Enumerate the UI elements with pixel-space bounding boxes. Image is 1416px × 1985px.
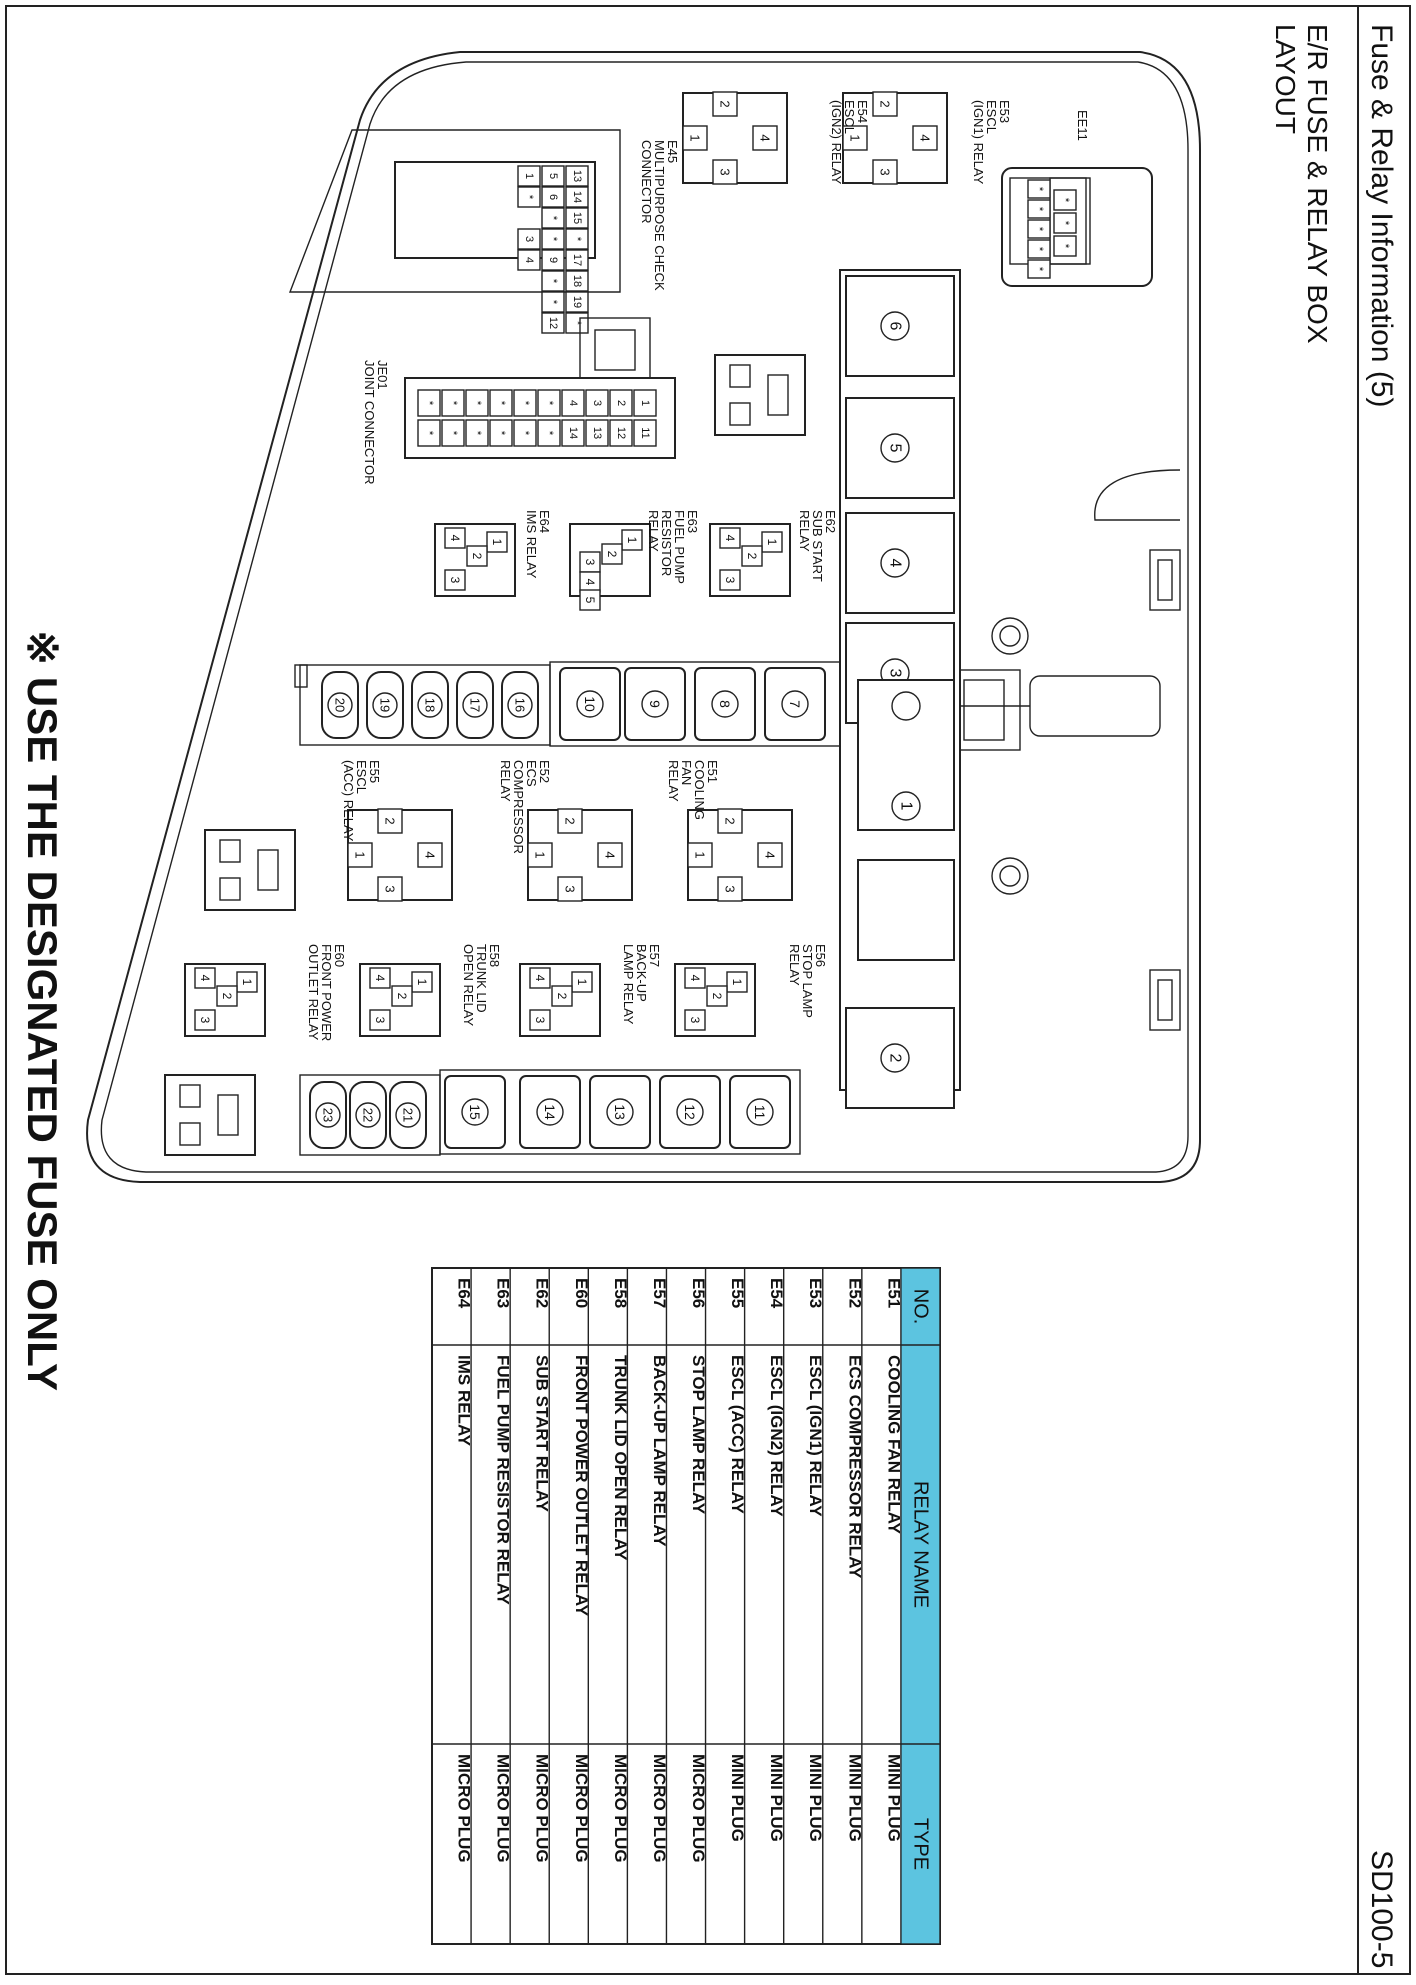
pin-label: 4 (422, 851, 438, 859)
pin-label: * (547, 236, 559, 242)
connector-label: (IGN2) RELAY (829, 100, 844, 185)
page-title: Fuse & Relay Information (5) (1365, 24, 1398, 408)
fuse-number: 1 (897, 801, 915, 811)
pin-label: 1 (490, 538, 504, 546)
pin-label: 2 (395, 992, 409, 1000)
relay-socket-e62 (710, 524, 790, 596)
fuse-number: 23 (320, 1107, 336, 1123)
connector-label: EE11 (1075, 110, 1090, 141)
pin-label: 2 (745, 552, 759, 560)
pin-label: 2 (615, 399, 627, 407)
connector-label: IMS RELAY (524, 510, 539, 579)
relay-socket-e55 (348, 809, 452, 901)
relay-socket-e57 (520, 964, 600, 1036)
connector-e45 (395, 162, 595, 333)
pin-label: 3 (722, 885, 738, 893)
pin-label: 1 (415, 978, 429, 986)
table-cell: E52 (845, 1278, 865, 1309)
pin-label: 5 (547, 172, 559, 180)
connector-label: OPEN RELAY (461, 944, 476, 1027)
table-row (745, 1268, 787, 1944)
table-cell: FRONT POWER OUTLET RELAY (571, 1355, 591, 1616)
pin-label: 1 (240, 978, 254, 986)
table-header-cell: TYPE (909, 1817, 932, 1871)
table-cell: MICRO PLUG (649, 1754, 669, 1863)
connector-label: COOLING (692, 760, 707, 820)
connector-label: RELAY (666, 760, 681, 802)
fuse-number: 20 (332, 697, 348, 713)
fuse-number: 19 (377, 697, 393, 713)
fuse-number: 4 (886, 558, 904, 568)
connector-label: FAN (679, 760, 694, 786)
table-cell: E54 (767, 1278, 787, 1309)
table-cell: FUEL PUMP RESISTOR RELAY (493, 1355, 513, 1605)
fuse-mini (520, 1076, 580, 1148)
pin-label: 4 (373, 974, 387, 982)
connector-label: ESCL (354, 760, 369, 794)
connector-label: E60 (332, 944, 347, 968)
table-header-cell: RELAY NAME (909, 1480, 932, 1609)
pin-label: 1 (523, 172, 535, 180)
pin-label: * (471, 400, 483, 406)
pin-label: 4 (602, 851, 618, 859)
table-cell: MINI PLUG (767, 1754, 787, 1842)
pin-label: 3 (198, 1016, 212, 1024)
fuse-number: 21 (400, 1107, 416, 1123)
pin-label: * (495, 400, 507, 406)
table-cell: E56 (689, 1278, 708, 1309)
pin-label: 4 (523, 256, 535, 264)
pin-label: * (423, 400, 435, 406)
relay-socket-e52 (528, 809, 632, 901)
pin-label: 2 (555, 992, 569, 1000)
pin-label: * (519, 400, 531, 406)
connector-label: OUTLET RELAY (306, 944, 321, 1041)
pin-label: 13 (571, 169, 583, 183)
fuse-mini (765, 668, 825, 740)
pin-label: * (571, 320, 583, 326)
table-cell: ECS COMPRESSOR RELAY (845, 1355, 865, 1579)
pin-label: 3 (877, 168, 893, 176)
connector-label: E58 (487, 944, 502, 968)
pin-label: 1 (847, 134, 863, 142)
fuse-main (858, 680, 954, 960)
fuse-number: 14 (542, 1104, 558, 1120)
side-clip-bottom (1150, 970, 1180, 1030)
relay-socket-e60 (185, 964, 265, 1036)
table-row (510, 1268, 552, 1944)
connector-label: CONNECTOR (639, 140, 654, 224)
relay-socket-e56 (675, 964, 755, 1036)
table-cell: MINI PLUG (845, 1754, 865, 1842)
table-row (471, 1268, 513, 1944)
table-row (627, 1268, 669, 1944)
pin-label: 2 (470, 552, 484, 560)
pin-label: 4 (198, 974, 212, 982)
pin-label: * (447, 400, 459, 406)
pin-label: 3 (562, 885, 578, 893)
fuse-mini (660, 1076, 720, 1148)
connector-label: COMPRESSOR (511, 760, 526, 854)
pin-label: 3 (688, 1016, 702, 1024)
pin-label: 14 (567, 426, 579, 440)
connector-label: E51 (705, 760, 720, 784)
pin-label: 2 (382, 817, 398, 825)
pin-label: * (471, 430, 483, 436)
table-cell: ESCL (IGN1) RELAY (806, 1355, 826, 1517)
connector-je01 (405, 318, 675, 458)
table-row (432, 1268, 474, 1944)
table-cell: E60 (571, 1278, 591, 1309)
pin-label: 3 (373, 1016, 387, 1024)
fuse-mini (445, 1076, 505, 1148)
pin-label: 17 (571, 253, 583, 267)
side-clip-top (1095, 470, 1180, 610)
fuse-large (846, 276, 954, 376)
pin-label: 15 (571, 211, 583, 225)
pin-label: * (571, 236, 583, 242)
table-row (549, 1268, 591, 1944)
connector-label: FUEL PUMP (672, 510, 687, 584)
fuse-number: 10 (582, 696, 598, 712)
pin-label: 3 (591, 399, 603, 407)
table-cell: E57 (649, 1278, 669, 1309)
fuse-number: 6 (886, 321, 904, 331)
pin-label: 12 (547, 316, 559, 330)
connector-label: FRONT POWER (319, 944, 334, 1042)
pin-label: 5 (583, 596, 597, 604)
pin-label: * (519, 430, 531, 436)
pin-label: 1 (532, 851, 548, 859)
table-cell: MINI PLUG (884, 1754, 904, 1842)
pin-label: * (1033, 266, 1045, 272)
table-cell: E51 (884, 1278, 904, 1309)
table-cell: MICRO PLUG (454, 1754, 474, 1863)
relay-socket-blank (165, 1075, 255, 1155)
pin-label: 1 (575, 978, 589, 986)
fuse-number: 13 (612, 1104, 628, 1120)
fuse-number: 22 (360, 1107, 376, 1123)
pin-label: * (1059, 220, 1071, 226)
pin-label: 3 (523, 235, 535, 243)
connector-label: E52 (537, 760, 552, 784)
pin-label: 4 (757, 134, 773, 142)
pin-label: * (547, 278, 559, 284)
pin-label: 2 (877, 100, 893, 108)
pin-label: * (547, 215, 559, 221)
fuse-mini (590, 1076, 650, 1148)
pin-label: 3 (382, 885, 398, 893)
pin-label: * (495, 430, 507, 436)
relay-socket-blank (715, 355, 805, 435)
fuse-number: 11 (752, 1104, 768, 1120)
connector-label: E56 (813, 944, 828, 968)
pin-label: 2 (722, 817, 738, 825)
pin-label: * (1033, 226, 1045, 232)
pin-label: 3 (717, 168, 733, 176)
pin-label: 4 (762, 851, 778, 859)
pin-label: 12 (615, 426, 627, 440)
fuse-number: 5 (886, 443, 904, 453)
connector-label: TRUNK LID (474, 944, 489, 1013)
diagram-title: E/R FUSE & RELAY BOX (1302, 24, 1333, 344)
pin-label: * (423, 430, 435, 436)
fuse-micro (367, 672, 403, 738)
pin-label: 1 (625, 536, 639, 544)
connector-label: RELAY (787, 944, 802, 986)
fuse-mini (625, 668, 685, 740)
pin-label: 6 (547, 193, 559, 201)
fuse-notice: ※ USE THE DESIGNATED FUSE ONLY (19, 630, 66, 1391)
connector-label: E57 (647, 944, 662, 968)
table-cell: E53 (806, 1278, 826, 1309)
table-cell: ESCL (ACC) RELAY (728, 1355, 748, 1514)
table-cell: STOP LAMP RELAY (689, 1355, 708, 1515)
table-cell: MINI PLUG (728, 1754, 748, 1842)
fuse-micro (390, 1082, 426, 1148)
connector-label: STOP LAMP (800, 944, 815, 1018)
pin-label: 2 (717, 100, 733, 108)
connector-label: RELAY (646, 510, 661, 552)
table-row (588, 1268, 630, 1944)
page-code: SD100-5 (1365, 1850, 1398, 1969)
connector-label: RELAY (498, 760, 513, 802)
pin-label: 4 (448, 534, 462, 542)
pin-label: 13 (591, 426, 603, 440)
fuse-number: 18 (422, 697, 438, 713)
connector-label: E64 (537, 510, 552, 534)
table-row (706, 1268, 748, 1944)
fuse-mini (730, 1076, 790, 1148)
fuse-mini (560, 668, 620, 740)
pin-label: 1 (352, 851, 368, 859)
bolt-icon (992, 858, 1028, 894)
connector-label: SUB START (810, 510, 825, 582)
table-cell: E63 (493, 1278, 513, 1309)
fuse-micro (502, 672, 538, 738)
fuse-number: 17 (467, 697, 483, 713)
fuse-number: 3 (886, 668, 904, 678)
pin-label: * (447, 430, 459, 436)
pin-label: 3 (533, 1016, 547, 1024)
table-cell: SUB START RELAY (532, 1355, 552, 1512)
fuse-number: 16 (512, 697, 528, 713)
table-cell: BACK-UP LAMP RELAY (649, 1355, 669, 1547)
fuse-number: 9 (647, 700, 663, 708)
connector-label: (IGN1) RELAY (971, 100, 986, 185)
table-row (823, 1268, 865, 1944)
relay-socket-e63 (570, 524, 650, 610)
table-cell: IMS RELAY (454, 1355, 474, 1447)
table-header-cell: NO. (909, 1288, 932, 1325)
pin-label: 4 (688, 974, 702, 982)
table-row (784, 1268, 826, 1944)
table-cell: MICRO PLUG (493, 1754, 513, 1863)
pin-label: 11 (639, 427, 651, 439)
pin-label: 1 (730, 978, 744, 986)
fuse-number: 12 (682, 1104, 698, 1120)
connector-label: JOINT CONNECTOR (362, 360, 377, 485)
pin-label: 1 (692, 851, 708, 859)
relay-socket-e58 (360, 964, 440, 1036)
pin-label: * (1033, 186, 1045, 192)
fuse-micro (457, 672, 493, 738)
connector-label: E45 (665, 140, 680, 164)
pin-label: * (523, 194, 535, 200)
diagram-subtitle: LAYOUT (1270, 24, 1301, 134)
fuse-number: 8 (717, 700, 733, 708)
connector-label: RESISTOR (659, 510, 674, 577)
connector-ee11 (1002, 168, 1152, 286)
connector-label: E53 (997, 100, 1012, 124)
main-bus-lug (1030, 676, 1160, 736)
fuse-micro (310, 1082, 346, 1148)
fuse-number: 15 (467, 1104, 483, 1120)
pin-label: 18 (571, 274, 583, 288)
table-row (862, 1268, 904, 1944)
table-cell: E62 (532, 1278, 552, 1309)
pin-label: 19 (571, 295, 583, 309)
pin-label: 2 (220, 992, 234, 1000)
table-cell: MICRO PLUG (610, 1754, 630, 1863)
pin-label: 2 (710, 992, 724, 1000)
connector-label: ECS (524, 760, 539, 787)
fuse-micro (322, 672, 358, 738)
connector-label: E63 (685, 510, 700, 534)
pin-label: * (543, 400, 555, 406)
connector-label: E54 (855, 100, 870, 124)
pin-label: 3 (583, 558, 597, 566)
pin-label: * (543, 430, 555, 436)
table-cell: MICRO PLUG (532, 1754, 552, 1863)
table-cell: E55 (728, 1278, 748, 1309)
pin-label: 4 (723, 534, 737, 542)
pin-label: 2 (562, 817, 578, 825)
pin-label: 3 (448, 576, 462, 584)
table-cell: E64 (454, 1278, 474, 1309)
fuse-large (846, 398, 954, 498)
pin-label: 2 (605, 550, 619, 558)
connector-label: MULTIPURPOSE CHECK (652, 140, 667, 291)
table-cell: E58 (610, 1278, 630, 1309)
fuse-mini (695, 668, 755, 740)
pin-label: 4 (917, 134, 933, 142)
connector-label: ESCL (842, 100, 857, 134)
pin-label: 4 (567, 399, 579, 407)
fuse-number: 7 (787, 700, 803, 708)
connector-label: BACK-UP (634, 944, 649, 1002)
pin-label: * (1059, 243, 1071, 249)
pin-label: 14 (571, 190, 583, 204)
relay-socket-e54 (683, 92, 787, 184)
connector-label: E62 (823, 510, 838, 534)
table-cell: TRUNK LID OPEN RELAY (610, 1355, 630, 1561)
table-cell: MICRO PLUG (571, 1754, 591, 1863)
table-cell: MINI PLUG (806, 1754, 826, 1842)
connector-label: JE01 (375, 360, 390, 390)
connector-label: (ACC) RELAY (341, 760, 356, 842)
relay-socket-blank (205, 830, 295, 910)
pin-label: 3 (723, 576, 737, 584)
pin-label: 4 (533, 974, 547, 982)
bolt-icon (992, 618, 1028, 654)
pin-label: 1 (765, 538, 779, 546)
pin-label: * (1059, 197, 1071, 203)
pin-label: 4 (583, 578, 597, 586)
connector-label: E55 (367, 760, 382, 784)
pin-label: * (547, 299, 559, 305)
fuse-micro (412, 672, 448, 738)
pin-label: 1 (687, 134, 703, 142)
table-cell: COOLING FAN RELAY (884, 1355, 904, 1534)
table-row (666, 1268, 708, 1944)
fuse-large (846, 1008, 954, 1108)
pin-label: * (1033, 246, 1045, 252)
table-cell: ESCL (IGN2) RELAY (767, 1355, 787, 1517)
fuse-large (846, 513, 954, 613)
pin-label: * (1033, 206, 1045, 212)
relay-socket-e64 (435, 524, 515, 596)
table-cell: MICRO PLUG (689, 1754, 708, 1863)
connector-label: LAMP RELAY (621, 944, 636, 1025)
fuse-micro (350, 1082, 386, 1148)
relay-socket-e51 (688, 809, 792, 901)
pin-label: 9 (547, 256, 559, 264)
connector-label: RELAY (797, 510, 812, 552)
pin-label: 1 (639, 399, 651, 407)
connector-label: ESCL (984, 100, 999, 134)
fuse-number: 2 (886, 1053, 904, 1063)
